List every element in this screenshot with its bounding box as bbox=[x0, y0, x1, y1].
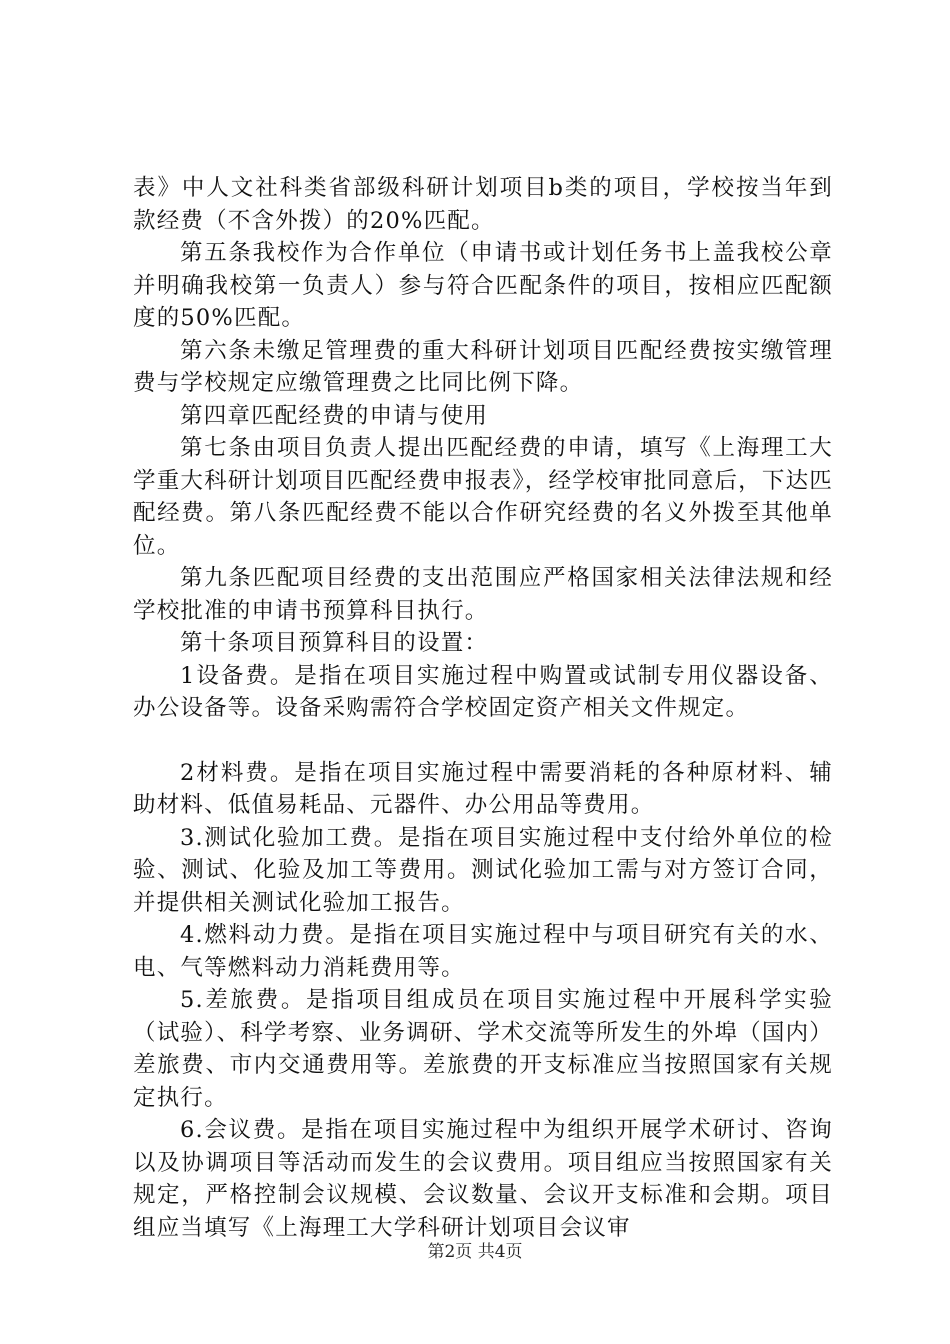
chapter-heading: 第四章匹配经费的申请与使用 bbox=[180, 402, 489, 429]
paragraph-travel-fee: 5.差旅费。是指项目组成员在项目实施过程中开展科学实验（试验）、科学考察、业务调研、学术交流等所发生的外埠（国内）差旅费、市内交通费用等。差旅费的开支标准应当按照国家有关规定执行。 bbox=[133, 987, 833, 1111]
paragraph-article-9: 第九条匹配项目经费的支出范围应严格国家相关法律法规和经学校批准的申请书预算科目执行。 bbox=[133, 565, 833, 624]
paragraph-material-fee: 2材料费。是指在项目实施过程中需要消耗的各种原材料、辅助材料、低值易耗品、元器件、办公用品等费用。 bbox=[133, 759, 833, 818]
document-body bbox=[133, 172, 833, 1244]
paragraph-article-5: 第五条我校作为合作单位（申请书或计划任务书上盖我校公章并明确我校第一负责人）参与符合匹配条件的项目，按相应匹配额度的50%匹配。 bbox=[133, 240, 833, 331]
paragraph-meeting-fee: 6.会议费。是指在项目实施过程中为组织开展学术研讨、咨询以及协调项目等活动而发生的会议费用。项目组应当按照国家有关规定，严格控制会议规模、会议数量、会议开支标准和会期。项目组应当填写《上海理工大学科研计划项目会议审 bbox=[133, 1117, 833, 1241]
paragraph-fuel-fee: 4.燃料动力费。是指在项目实施过程中与项目研究有关的水、电、气等燃料动力消耗费用等。 bbox=[133, 922, 833, 981]
paragraph-continuation: 表》中人文社科类省部级科研计划项目b类的项目，学校按当年到款经费（不含外拨）的20%匹配。 bbox=[133, 175, 833, 234]
paragraph-article-10: 第十条项目预算科目的设置： bbox=[180, 630, 489, 656]
paragraph-article-6: 第六条未缴足管理费的重大科研计划项目匹配经费按实缴管理费与学校规定应缴管理费之比同比例下降。 bbox=[133, 337, 833, 396]
page-number: 第2页 共4页 bbox=[427, 1242, 523, 1262]
paragraph-equipment-fee: 1设备费。是指在项目实施过程中购置或试制专用仪器设备、办公设备等。设备采购需符合学校固定资产相关文件规定。 bbox=[133, 662, 833, 721]
paragraph-article-7-8: 第七条由项目负责人提出匹配经费的申请，填写《上海理工大学重大科研计划项目匹配经费申报表》，经学校审批同意后，下达匹配经费。第八条匹配经费不能以合作研究经费的名义外拨至其他单位。 bbox=[133, 435, 833, 559]
paragraph-testing-fee: 3.测试化验加工费。是指在项目实施过程中支付给外单位的检验、测试、化验及加工等费用。测试化验加工需与对方签订合同，并提供相关测试化验加工报告。 bbox=[133, 824, 833, 916]
